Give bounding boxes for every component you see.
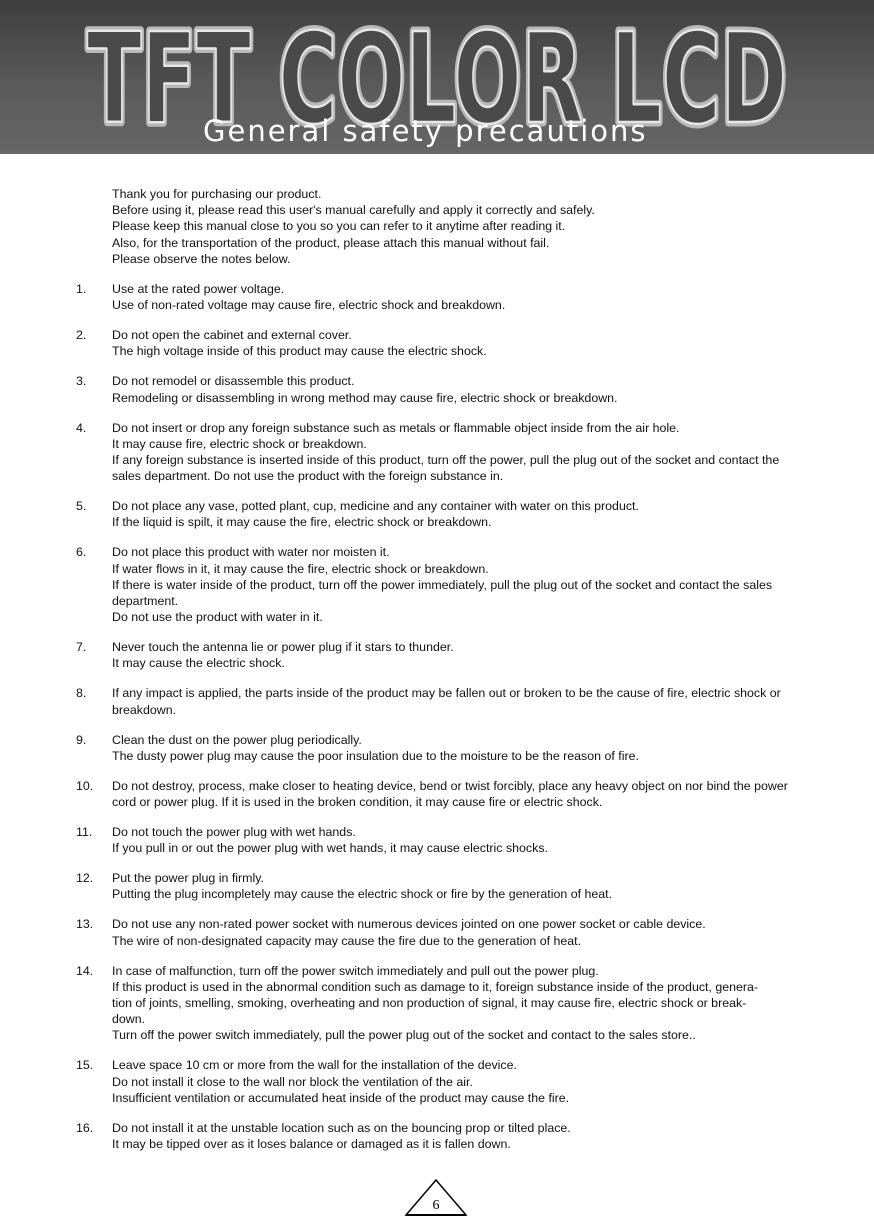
item-number: 7. [76,640,87,655]
header-banner [0,0,874,154]
page-title: General safety precautions [203,114,648,148]
item-text: In case of malfunction, turn off the power switch immediately and pull out the power plug. If this product is used in the abnormal condition such as damage to it, foreign substance inside of the product, genera- tion of joints, smelling, smoking, overheating and non production of signal, it may cause fire, electric shock or break- down. Turn off the power switch immediately, pull the power plug out of the socket and contact to the sales store.. [112,963,759,1043]
logo-text: TFT COLOR LCD [87,7,787,134]
item-text: Do not insert or drop any foreign substance such as metals or flammable object inside from the air hole. It may cause fire, electric shock or breakdown. If any foreign substance is inserted inside of this product, turn off the power, pull the plug out of the socket and contact the sales department. Do not use the product with the foreign substance in. [112,420,780,484]
list-item [0,544,874,625]
intro-line: Thank you for purchasing our product. [112,187,322,201]
item-number: 15. [76,1058,94,1073]
item-text: Do not use any non-rated power socket with numerous devices jointed on one power socket or cable device. The wire of non-designated capacity may cause the fire due to the generation of heat. [112,917,706,948]
list-item [0,420,874,485]
item-text: Put the power plug in firmly. Putting the plug incompletely may cause the electric shock or fire by the generation of heat. [112,871,613,902]
list-item [0,916,874,948]
item-number: 13. [76,917,94,932]
item-number: 9. [76,732,87,747]
item-number: 2. [76,328,87,343]
precaution-list [0,281,874,1152]
page-number-badge [404,1178,468,1216]
intro-line: Please observe the notes below. [112,251,291,266]
list-item [0,1120,874,1152]
item-number: 11. [76,825,93,840]
item-number: 16. [76,1120,94,1135]
item-text: Never touch the antenna lie or power plug if it stars to thunder. It may cause the electric shock. [112,640,454,671]
list-item [0,373,874,405]
item-number: 10. [76,778,94,793]
list-item [0,1057,874,1106]
list-item [0,685,874,717]
list-item [0,963,874,1044]
intro-line: Also, for the transportation of the product, please attach this manual without fail. [112,235,550,250]
item-number: 12. [76,871,94,886]
intro-line: Please keep this manual close to you so you can refer to it anytime after reading it. [112,219,566,234]
item-text: Leave space 10 cm or more from the wall for the installation of the device. Do not install it close to the wall nor block the ventilation of the air. Insufficient ventilation or accumulated heat inside of the product may cause the fire. [112,1058,570,1105]
item-number: 4. [76,420,87,435]
item-text: Do not install it at the unstable location such as on the bouncing prop or tilted place. It may be tipped over as it loses balance or damaged as it is fallen down. [112,1120,571,1152]
item-text: Use at the rated power voltage. Use of non-rated voltage may cause fire, electric shock and breakdown. [112,282,506,313]
list-item [0,281,874,313]
intro-line: Before using it, please read this user's manual carefully and apply it correctly and safely. [112,203,595,218]
list-item [0,778,874,810]
item-number: 3. [76,374,87,389]
item-number: 1. [76,282,87,297]
item-number: 6. [76,545,87,560]
list-item [0,732,874,764]
list-item [0,639,874,671]
intro-paragraph [112,186,832,267]
item-text: Do not destroy, process, make closer to heating device, bend or twist forcibly, place any heavy object on nor bind the power cord or power plug. If it is used in the broken condition, it may cause fire or electric shock. [112,778,788,810]
list-item [0,870,874,902]
item-text: Do not open the cabinet and external cover. The high voltage inside of this product may cause the electric shock. [112,328,487,359]
item-text: Do not remodel or disassemble this product. Remodeling or disassembling in wrong method may cause fire, electric shock or breakdown. [112,374,618,405]
item-text: Do not place any vase, potted plant, cup, medicine and any container with water on this product. If the liquid is spilt, it may cause the fire, electric shock or breakdown. [112,499,639,530]
item-number: 5. [76,499,87,514]
item-number: 14. [76,963,94,978]
item-number: 8. [76,686,87,701]
item-text: Clean the dust on the power plug periodically. The dusty power plug may cause the poor insulation due to the moisture to be the reason of fire. [112,732,639,763]
item-text: If any impact is applied, the parts inside of the product may be fallen out or broken to be the cause of fire, electric shock or breakdown. [112,686,781,717]
document-body [0,186,874,1166]
page-number: 6 [432,1198,440,1213]
list-item [0,498,874,530]
logo-text-inner: TFT COLOR LCD [87,7,787,134]
item-text: Do not place this product with water nor moisten it. If water flows in it, it may cause the fire, electric shock or breakdown. If there is water inside of the product, turn off the power immediately, pull the plug out of the socket and contact the sales department. Do not use the product with water in it. [112,545,773,625]
list-item [0,824,874,856]
item-text: Do not touch the power plug with wet hands. If you pull in or out the power plug with wet hands, it may cause electric shocks. [112,825,548,856]
list-item [0,327,874,359]
